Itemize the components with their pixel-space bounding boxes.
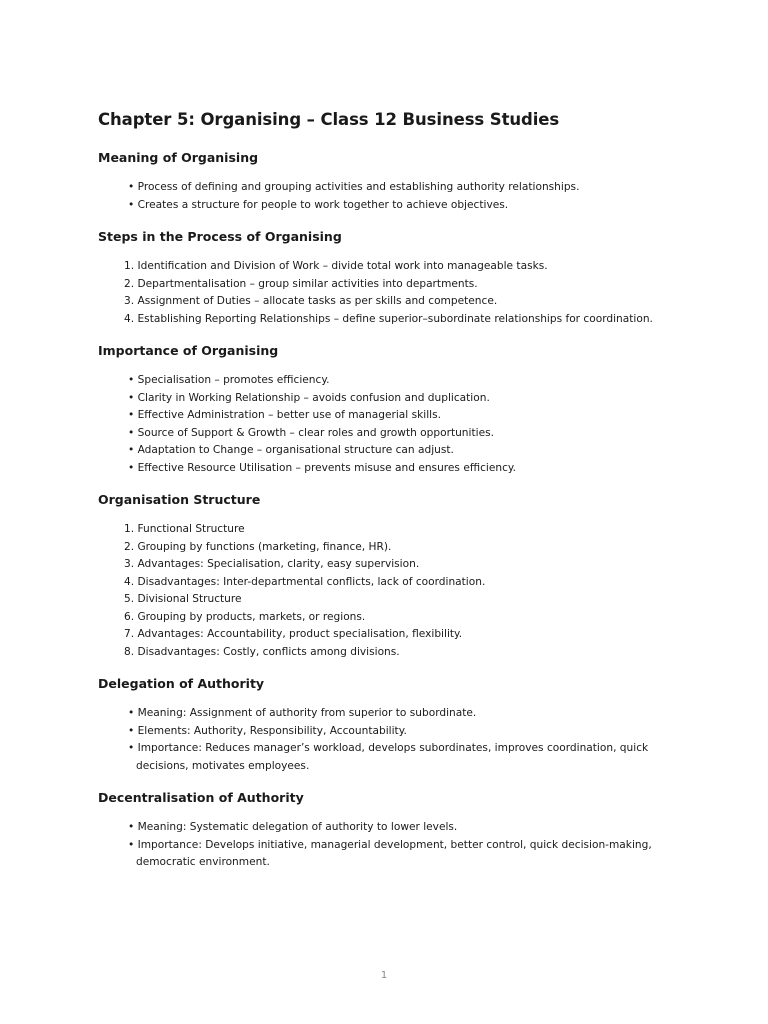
section-meaning <box>98 149 668 214</box>
section-heading: Decentralisation of Authority <box>98 790 304 805</box>
list-item: • Effective Administration – better use of managerial skills. <box>128 409 441 421</box>
list-item: • Importance: Reduces manager’s workload, develops subordinates, improves coordination, quick decisions, motivates employees. <box>128 742 649 772</box>
list-item: • Clarity in Working Relationship – avoids confusion and duplication. <box>128 391 490 404</box>
section-steps <box>98 228 668 328</box>
page-title: Chapter 5: Organising – Class 12 Business Studies <box>98 110 560 129</box>
bullet-list <box>98 372 668 477</box>
list-item: • Process of defining and grouping activities and establishing authority relationships. <box>128 181 580 193</box>
list-item: 7. Advantages: Accountability, product specialisation, flexibility. <box>124 628 463 640</box>
bullet-list <box>98 705 668 775</box>
list-item: • Effective Resource Utilisation – prevents misuse and ensures efficiency. <box>128 461 517 474</box>
list-item: 2. Departmentalisation – group similar activities into departments. <box>124 277 478 290</box>
list-item: • Elements: Authority, Responsibility, Accountability. <box>128 724 407 737</box>
section-importance <box>98 342 668 477</box>
list-item: • Importance: Develops initiative, managerial development, better control, quick decision-making, democratic environment. <box>128 838 652 868</box>
list-item: 1. Functional Structure <box>124 523 245 535</box>
section-decentralisation <box>98 789 668 872</box>
section-delegation <box>98 675 668 775</box>
page-number: 1 <box>380 970 388 981</box>
list-item: • Meaning: Assignment of authority from superior to subordinate. <box>128 707 477 719</box>
list-item: 3. Assignment of Duties – allocate tasks as per skills and competence. <box>124 295 498 307</box>
list-item: 8. Disadvantages: Costly, conflicts among divisions. <box>124 645 400 658</box>
bullet-list <box>98 819 668 872</box>
list-item: • Meaning: Systematic delegation of authority to lower levels. <box>128 821 458 833</box>
section-structure <box>98 491 668 661</box>
list-item: 2. Grouping by functions (marketing, finance, HR). <box>124 540 392 553</box>
section-heading: Meaning of Organising <box>98 150 259 165</box>
section-heading: Importance of Organising <box>98 343 279 358</box>
numbered-list <box>98 521 668 661</box>
list-item: 4. Establishing Reporting Relationships – define superior–subordinate relationships for coordination. <box>124 312 653 325</box>
section-heading: Organisation Structure <box>98 492 261 507</box>
list-item: • Adaptation to Change – organisational structure can adjust. <box>128 444 454 456</box>
document-page <box>98 108 668 886</box>
list-item: • Creates a structure for people to work together to achieve objectives. <box>128 198 509 211</box>
bullet-list <box>98 179 668 214</box>
section-heading: Steps in the Process of Organising <box>98 229 342 244</box>
numbered-list <box>98 258 668 328</box>
list-item: 5. Divisional Structure <box>124 593 242 605</box>
list-item: 1. Identification and Division of Work – divide total work into manageable tasks. <box>124 260 548 272</box>
list-item: 4. Disadvantages: Inter-departmental conflicts, lack of coordination. <box>124 575 486 588</box>
list-item: 3. Advantages: Specialisation, clarity, easy supervision. <box>124 558 420 570</box>
list-item: • Specialisation – promotes efficiency. <box>128 374 330 386</box>
list-item: • Source of Support & Growth – clear roles and growth opportunities. <box>128 426 494 439</box>
list-item: 6. Grouping by products, markets, or regions. <box>124 610 366 623</box>
section-heading: Delegation of Authority <box>98 676 265 691</box>
